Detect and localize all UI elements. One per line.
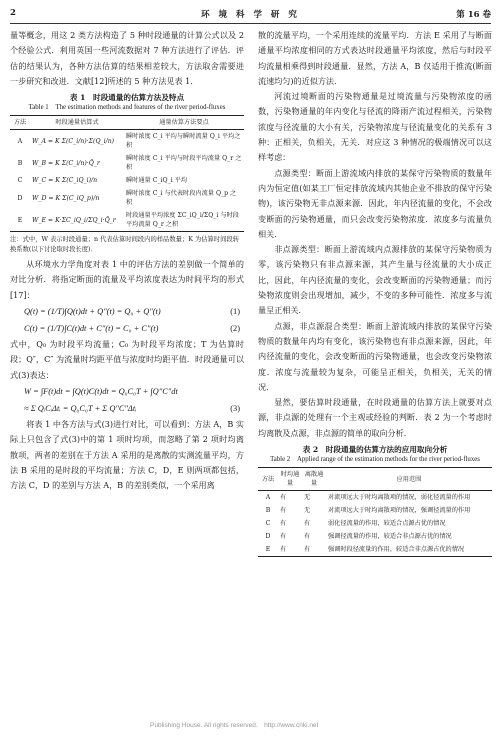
- page-number: 2: [10, 8, 16, 18]
- table-row: E W_E = K·ΣC_iQ_i/ΣQ_i·Q̄_r 时段通量平均浓度 ΣC_iQ_i/ΣQ_i 与时段平均流量 Q_r 之积: [10, 209, 244, 232]
- watermark: Publishing House. All rights reserved. http://www.cnki.net: [150, 722, 319, 729]
- table-row: D 有 有 强调径流量的作用，较适合非点源占优的情况: [265, 533, 452, 541]
- equation-1: Q(t) = (1/T)∫Q(t)dt + Q″(t) = Q₀ + Q″(t) (1): [24, 307, 240, 317]
- paragraph: 点源，非点源混合类型：断面上游流域内排放的某保守污染物质的数量年内均有变化，该污染物也有非点源来源，因此，年内径流量的变化，会改变断面的污染物通量，也会改变污染物浓度．浓度与流量较为复杂，可能呈正相关，负相关，无关的情况．: [258, 320, 492, 392]
- table-row: A W_A = K Σ(C_i/n)·Σ(Q_i/n) 瞬时浓度 C_i 平均与瞬时流量 Q_i 平均之积: [17, 133, 241, 150]
- table2-header: 应用范围: [326, 468, 492, 491]
- paragraph: 非点源类型：断面上游流域内点源排放的某保守污染物质为零，该污染物只有非点源来源，其产生量与径流量的大小成正比，因此，年内径流量的变化，会改变断面的污染物通量；而污染物浓度则会出现增加，减少，不变的多种可能性．浓度多与流量呈正相关．: [258, 244, 492, 316]
- table1-header: 时段通量估算式: [30, 116, 124, 130]
- table2-header: 时均通量: [278, 468, 302, 491]
- paragraph: 从环境水力学角度对表 1 中的评估方法的差别做一个简单的对比分析．将指定断面的流量及平均浓度表达为时间平均的形式[17]：: [10, 259, 244, 300]
- paragraph: 将表 1 中各方法与式(3)进行对比，可以看到：方法 A，B 实际上只包含了式(3)中的第 1 项时均项，而忽略了第 2 项时均离散项，两者的差别在于方法 A 采用的是离散的实测流量平均，方法 B 采用的是时段的平均流量；方法 C，D，E 则两项都包括，方法 C，D 的差别与方法 A，B 的差别类似，一个采用离: [10, 418, 244, 491]
- table-row: A 有 无 对流项远大于时均离散项的情况，弱化径流量的作用: [265, 494, 471, 502]
- header-rule: [10, 23, 491, 24]
- table1: [10, 115, 244, 232]
- table-row: B 有 无 对流项远大于时均离散项的情况，强调径流量的作用: [265, 507, 471, 515]
- table-row: C 有 有 弱化径流量的作用，较适合点源占优的情况: [265, 520, 446, 528]
- table1-caption: 表 1 时段通量的估算方法及特点: [69, 93, 185, 103]
- equation-3: W = ∫F(t)dt = ∫Q(t)C(t)dt = Q₀C₀T + ∫Q″C″dt: [24, 386, 178, 396]
- table-row: E 有 有 强调时段径流量的作用，较适合非点源占优的情况: [258, 543, 492, 557]
- table2-header: 方法: [258, 468, 278, 491]
- paragraph: 显然，要估算时段通量，在时段通量的估算方法上就要对点源，非点源的处理有一个主观或经验的判断．表 2 为一个考虑时均离散及点源，非点源的简单的取向分析．: [258, 397, 492, 438]
- table2-header: 离散通量: [302, 468, 326, 491]
- paragraph: 点源类型：断面上游流域内排放的某保守污染物质的数量年内为恒定值(如某工厂恒定排放流域内其他企业不排放的保守污染物)，该污染物无非点源来源．因此，年内径流量的变化，不会改变断面的污染物通量，而只会改变污染物浓度．浓度多与流量负相关．: [258, 167, 492, 239]
- paragraph: 河流过境断面的污染物通量是过境流量与污染物浓度的函数，污染物通量的年内变化与径流的降雨产流过程相关，污染物浓度与径流量的大小有关，污染物浓度与径流量变化的关系有 3 种：正相关，负相关，无关．对应这 3 种情况的极端情况可以这样考虑：: [258, 91, 492, 163]
- table-row: B W_B = K Σ(C_i/n)·Q̄_r 瞬时浓度 C_i 平均与时段平均流量 Q_r 之积: [17, 155, 242, 172]
- table2: [258, 467, 492, 557]
- equation-2: C(t) = (1/T)∫C(t)dt + C″(t) = C₀ + C″(t) (2): [24, 324, 240, 334]
- table1-header: 通量估算方法要点: [124, 116, 244, 130]
- table-row: D W_D = K Σ(C_iQ_p)/n 瞬时浓度 C_i 与代表时段内流量 Q_p 之积: [17, 190, 237, 207]
- journal-title: 环 境 科 学 研 究: [201, 10, 300, 20]
- table1-subtitle: Table 1 The estimation methods and features of the river period-fluxes: [28, 104, 226, 112]
- right-column: [258, 28, 492, 557]
- paragraph: 式中，Q₀ 为时段平均流量；C₀ 为时段平均浓度；T 为估算时段；Q″，C″ 为流量时均距平值与浓度时均距平值．时段通量可以式(3)表达：: [10, 339, 244, 380]
- paragraph: 量等概念，用这 2 类方法构造了 5 种时段通量的计算公式以及 2 个经验公式．利用英国一些河流数据对 7 种方法进行了评估．评估的结果认为，各种方法估算的结果相差较大，方法取舍需要进一步研究和改进．文献[12]所述的 5 种方法见表 1．: [10, 30, 244, 86]
- table1-note: 注：式中，W 表示时段通量；n 代表估算时间段内的样品数量；K 为估算时间段转换系数(以下讨论取时段长度)．: [10, 236, 240, 253]
- volume-label: 第 16 卷: [456, 10, 491, 20]
- running-header: [10, 8, 491, 22]
- table2-caption: 表 2 时段通量的估算方法的应用取向分析: [302, 445, 448, 455]
- table-row: C W_C = K Σ(C_iQ_i)/n 瞬时通量 C_iQ_i 平均: [17, 177, 188, 185]
- table2-subtitle: Table 2 Applied range of the estimation methods for the river period-fluxes: [270, 456, 480, 464]
- paragraph: 散的流量平均，一个采用连续的流量平均．方法 E 采用了与断面通量平均浓度相同的方式表达时段通量平均浓度，然后与时段平均流量相乘得到时段通量．显然，方法 A，B 仅适用于推流(断面流速均匀)的近似方法．: [258, 30, 492, 86]
- left-column: [10, 28, 244, 493]
- table1-header: 方法: [10, 116, 30, 130]
- equation-3-cont: ≈ Σ QᵢCᵢΔtᵢ = Q₀C₀T + Σ Q″C″Δtᵢ (3): [24, 403, 240, 413]
